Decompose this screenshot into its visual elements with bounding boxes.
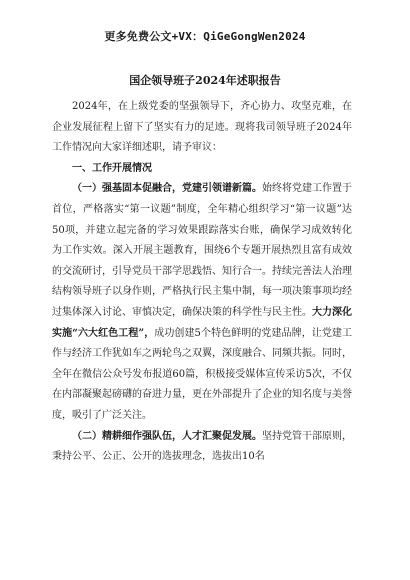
section-heading: 一、工作开展情况 [72, 162, 152, 174]
intro-paragraph: 2024年，在上级党委的坚强领导下，齐心协力、攻坚克难，在企业发展征程上留下了坚实有力的足迹。现将我司领导班子2024年工作情况向大家详细述职，请予审议： [52, 101, 352, 154]
part2-heading: （二）精耕细作强队伍，人才汇聚促发展。 [72, 430, 262, 442]
part1-text: 始终将党建工作置于首位，严格落实“第一议题”制度，全年精心组织学习“第一议题”达50项，并建立起完备的学习效果跟踪落实台账，确保学习成效转化为工作实效。深入开展主题教育，围绕6个专题开展热烈且富有成效的交流研讨，引导党员干部学思践悟、知行合一。持续完善法人治理结构领导班子以身作则，严格执行民主集中制，每一项决策事项均经过集体深入讨论、审慎决定，确保决策的科学性与民主性。 [52, 183, 352, 318]
part1-text2: 成功创建5个特色鲜明的党建品牌，让党建工作与经济工作犹如车之两轮鸟之双翼，深度融合、同频共振。同时，全年在微信公众号发布报道60篇，积极接受媒体宣传采访5次，不仅在内部凝聚起磅礴的奋进力量，更在外部提升了企业的知名度与美誉度，吸引了广泛关注。 [52, 327, 352, 421]
part1-subheading: 大力深化实施“六大红色工程”， [52, 306, 352, 339]
part1-paragraph [52, 179, 352, 426]
document-body [52, 97, 352, 468]
part2-text: 坚持党管干部原则，秉持公平、公正、公开的选拔理念，选拔出10名 [52, 430, 352, 463]
part2-paragraph [52, 427, 352, 468]
document-title: 国企领导班子2024年述职报告 [129, 74, 281, 87]
promo-header: 更多免费公文+VX：QiGeGongWen2024 [104, 30, 306, 43]
part1-heading: （一）强基固本促融合，党建引领谱新篇。 [72, 183, 262, 195]
